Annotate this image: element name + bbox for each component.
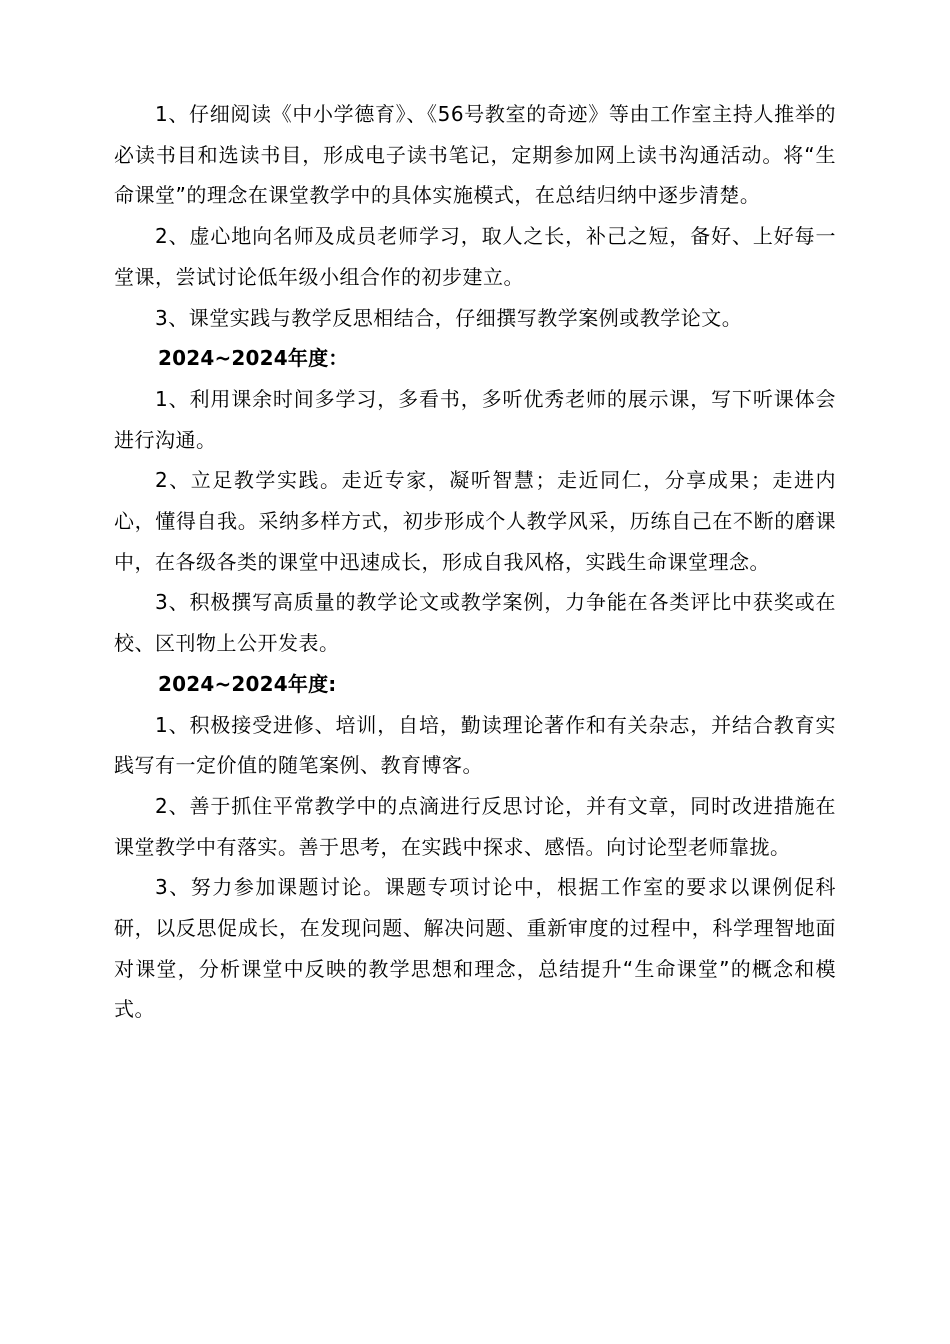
paragraph-intro-3: 3、课堂实践与教学反思相结合，仔细撰写教学案例或教学论文。 <box>155 305 743 330</box>
paragraph-intro-2: 2、虚心地向名师及成员老师学习，取人之长，补己之短，备好、上好每一堂课，尝试讨论低年级小组合作的初步建立。 <box>114 224 836 289</box>
paragraph-section1-1: 1、利用课余时间多学习，多看书，多听优秀老师的展示课，写下听课体会进行沟通。 <box>114 386 836 452</box>
section-heading-1: 2024~2024年度： <box>158 346 349 371</box>
section-heading-2: 2024~2024年度: <box>158 671 337 696</box>
document-page <box>114 94 836 1030</box>
paragraph-section2-2: 2、善于抓住平常教学中的点滴进行反思讨论，并有文章，同时改进措施在课堂教学中有落实。善于思考，在实践中探求、感悟。向讨论型老师靠拢。 <box>114 793 836 859</box>
paragraph-section1-3: 3、积极撰写高质量的教学论文或教学案例，力争能在各类评比中获奖或在校、区刊物上公开发表。 <box>114 590 836 656</box>
paragraph-section1-2: 2、立足教学实践。走近专家，凝听智慧；走近同仁，分享成果；走进内心，懂得自我。采纳多样方式，初步形成个人教学风采，历练自己在不断的磨课中，在各级各类的课堂中迅速成长，形成自我风格，实践生命课堂理念。 <box>114 468 836 574</box>
paragraph-section2-1: 1、积极接受进修、培训，自培，勤读理论著作和有关杂志，并结合教育实践写有一定价值的随笔案例、教育博客。 <box>114 712 836 778</box>
paragraph-section2-3: 3、努力参加课题讨论。课题专项讨论中，根据工作室的要求以课例促科研，以反思促成长，在发现问题、解决问题、重新审度的过程中，科学理智地面对课堂，分析课堂中反映的教学思想和理念，总结提升“生命课堂”的概念和模式。 <box>114 875 836 1022</box>
paragraph-intro-1: 1、仔细阅读《中小学德育》、《56号教室的奇迹》等由工作室主持人推举的必读书目和选读书目，形成电子读书笔记，定期参加网上读书沟通活动。将“生命课堂”的理念在课堂教学中的具体实施模式，在总结归纳中逐步清楚。 <box>114 102 836 208</box>
